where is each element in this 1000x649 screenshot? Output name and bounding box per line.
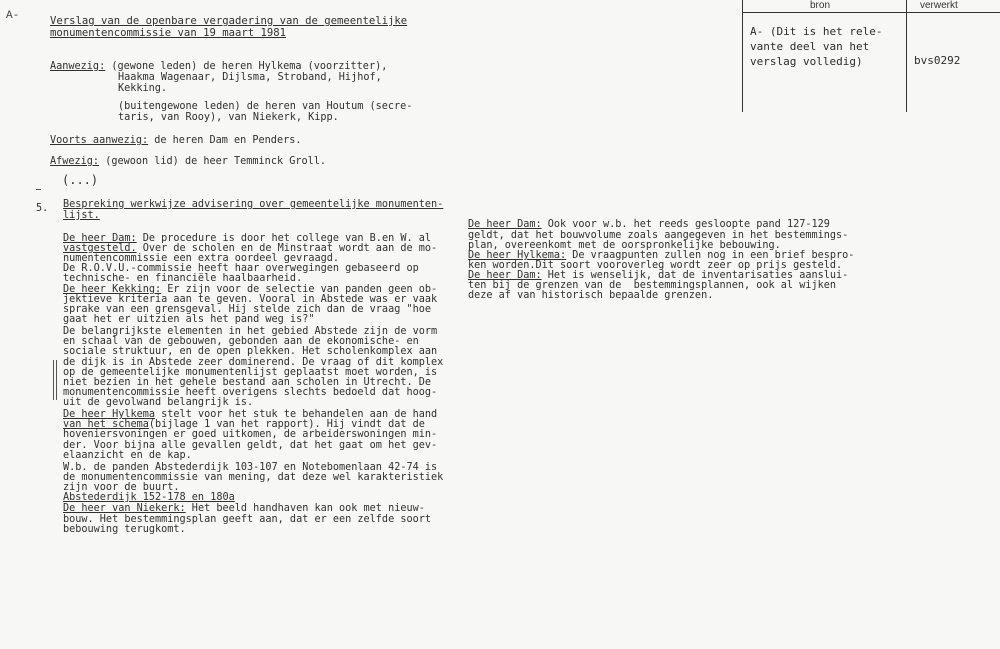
left-p1-text-2b: Over de scholen en de Minstraat wordt aan de mo- bbox=[136, 243, 438, 254]
left-p1-line-3: numentencommissie een extra oordeel gevraagd. bbox=[63, 253, 340, 264]
left-p1-line-5: technische- en financiële haalbaarheid. bbox=[63, 273, 303, 284]
left-p3-text-1: stelt voor het stuk te behandelen aan de hand bbox=[155, 409, 438, 420]
present-label: Aanwezig: bbox=[50, 61, 106, 72]
absent-label: Afwezig: bbox=[50, 156, 100, 167]
left-p2-line-9: op de gemeentelijke monumentenlijst geplaatst moet worden, is bbox=[63, 367, 438, 378]
left-p3-text-2a: van het schema bbox=[63, 419, 149, 430]
speaker-label: De heer Hylkema bbox=[63, 409, 156, 420]
absent-text: (gewoon lid) de heer Temminck Groll. bbox=[99, 156, 327, 167]
source-box bbox=[740, 0, 1000, 112]
left-p1-text-2a: vastgesteld. bbox=[63, 243, 137, 254]
present-line-3: Kekking. bbox=[118, 83, 168, 94]
left-p3-line-5: elaanzicht en de kap. bbox=[63, 450, 192, 461]
speaker-label: De heer van Niekerk: bbox=[63, 503, 186, 514]
also-present-label: Voorts aanwezig: bbox=[50, 135, 149, 146]
archive-code: bvs0292 bbox=[914, 54, 961, 67]
bron-label: bron bbox=[810, 0, 831, 11]
right-p3-line-3: deze af van historisch bepaalde grenzen. bbox=[468, 290, 714, 301]
right-p2-text-1: De vraagpunten zullen nog in een brief bespro- bbox=[566, 250, 855, 261]
left-p2-line-7: sociale struktuur, en de open plekken. Het scholenkomplex aan bbox=[63, 346, 438, 357]
left-p4-line-3: bebouwing terugkomt. bbox=[63, 524, 186, 535]
left-p2-line-5: De belangrijkste elementen in het gebied Abstede zijn de vorm bbox=[63, 326, 438, 337]
speaker-label: De heer Hylkema: bbox=[468, 250, 567, 261]
source-box-left-border bbox=[742, 0, 743, 112]
verwerkt-label: verwerkt bbox=[920, 0, 958, 11]
right-p3-text-1: Het is wenselijk, dat de inventarisaties aanslui- bbox=[541, 270, 849, 281]
present-text: (gewone leden) de heren Hylkema (voorzitter), bbox=[105, 61, 388, 72]
left-p4-line-2: bouw. Het bestemmingsplan geeft aan, dat er een zelfde soort bbox=[63, 514, 432, 525]
left-p2-line-6: en schaal van de gebouwen, gebonden aan de ekonomische- en bbox=[63, 336, 419, 347]
left-p3-line-3: hoveniersvoningen er goed uitkomen, de arbeiderswoningen min- bbox=[63, 429, 438, 440]
left-p4-line-1 bbox=[63, 503, 425, 514]
right-p1-line-2: geldt, dat het bouwvolume zoals aangegeven in het bestemmings- bbox=[468, 230, 849, 241]
left-p3-line-7: de monumentencommissie van mening, dat deze wel karakteristiek bbox=[63, 472, 444, 483]
left-p1-text-1: De procedure is door het college van B.en W. al bbox=[136, 233, 432, 244]
speaker-label: De heer Dam: bbox=[468, 270, 542, 281]
left-p4-text-1: Het beeld handhaven kan ook met nieuw- bbox=[185, 503, 425, 514]
left-p2-text-1: Er zijn voor de selectie van panden geen ob- bbox=[161, 284, 438, 295]
source-box-divider bbox=[906, 0, 907, 112]
absent-line bbox=[50, 156, 326, 167]
corner-label: A- bbox=[6, 10, 20, 22]
bron-text-2: vante deel van het bbox=[750, 40, 870, 53]
left-p2-line-11: monumentencommissie heeft overigens slechts bedoeld dat hoog- bbox=[63, 387, 438, 398]
left-p2-line-3: sprake van een grensgeval. Hij stelde zich dan de vraag "hoe bbox=[63, 304, 432, 315]
header-title-line-1: Verslag van de openbare vergadering van de gemeentelijke bbox=[50, 15, 408, 27]
right-p1-text-1: Ook voor w.b. het reeds gesloopte pand 127-129 bbox=[541, 219, 830, 230]
left-p2-line-2: jektieve kriteria aan te geven. Vooral in Abstede was er vaak bbox=[63, 294, 438, 305]
bron-text-3: verslag volledig) bbox=[750, 55, 863, 68]
present-line-2: Haakma Wagenaar, Dijlsma, Stroband, Hijhof, bbox=[118, 72, 382, 83]
ellipsis: (...) bbox=[62, 173, 99, 187]
margin-tick bbox=[36, 189, 41, 190]
left-p3-line-8: zijn voor de buurt. bbox=[63, 482, 180, 493]
margin-line bbox=[56, 360, 57, 400]
also-present-line bbox=[50, 135, 301, 146]
present-line-5: taris, van Rooy), van Niekerk, Kipp. bbox=[118, 112, 339, 123]
bron-text-1: A- (Dit is het rele- bbox=[750, 25, 883, 38]
right-p1-line-3: plan, overeenkomt met de oorspronkelijke bebouwing. bbox=[468, 240, 781, 251]
left-p2-line-4: gaat het er uitzien als het pand weg is?" bbox=[63, 314, 315, 325]
also-present-text: de heren Dam en Penders. bbox=[148, 135, 302, 146]
left-p1-line-4: De R.O.V.U.-commissie heeft haar overwegingen gebaseerd op bbox=[63, 263, 419, 274]
present-line-4: (buitengewone leden) de heren van Houtum (secre- bbox=[118, 101, 413, 112]
item-title-line-1: Bespreking werkwijze advisering over gemeentelijke monumenten- bbox=[63, 199, 444, 210]
left-p3-line-4: der. Voor bijna alle gevallen geldt, dat het gaat om het gev- bbox=[63, 440, 438, 451]
left-p3-line-9: Abstederdijk 152-178 en 180a bbox=[63, 492, 235, 503]
right-p1-line-1 bbox=[468, 219, 830, 230]
speaker-label: De heer Dam: bbox=[468, 219, 542, 230]
present-line bbox=[50, 61, 387, 72]
margin-line bbox=[53, 360, 54, 400]
left-p2-line-12: uit de gevolwand belangrijk is. bbox=[63, 397, 254, 408]
left-p2-line-10: niet bezien in het gehele bestand aan scholen in Utrecht. De bbox=[63, 377, 432, 388]
left-p3-line-6: W.b. de panden Abstederdijk 103-107 en Notebomenlaan 42-74 is bbox=[63, 462, 438, 473]
item-title-line-2: lijst. bbox=[63, 210, 100, 221]
source-box-header-rule bbox=[742, 12, 1000, 13]
right-p2-line-2: ken worden.Dit soort vooroverleg wordt zeer op prijs gesteld. bbox=[468, 260, 843, 271]
left-p2-line-8: de dijk is in Abstede zeer dominerend. De vraag of dit komplex bbox=[63, 357, 444, 368]
left-p3-text-2b: (bijlage 1 van het rapport). Hij vindt dat de bbox=[148, 419, 425, 430]
speaker-label: De heer Dam: bbox=[63, 233, 137, 244]
speaker-label: De heer Kekking: bbox=[63, 284, 162, 295]
item-number: 5. bbox=[36, 203, 49, 214]
right-p3-line-2: ten bij de grenzen van de bestemmingsplannen, ook al wijken bbox=[468, 280, 837, 291]
header-title-line-2: monumentencommissie van 19 maart 1981 bbox=[50, 27, 286, 39]
